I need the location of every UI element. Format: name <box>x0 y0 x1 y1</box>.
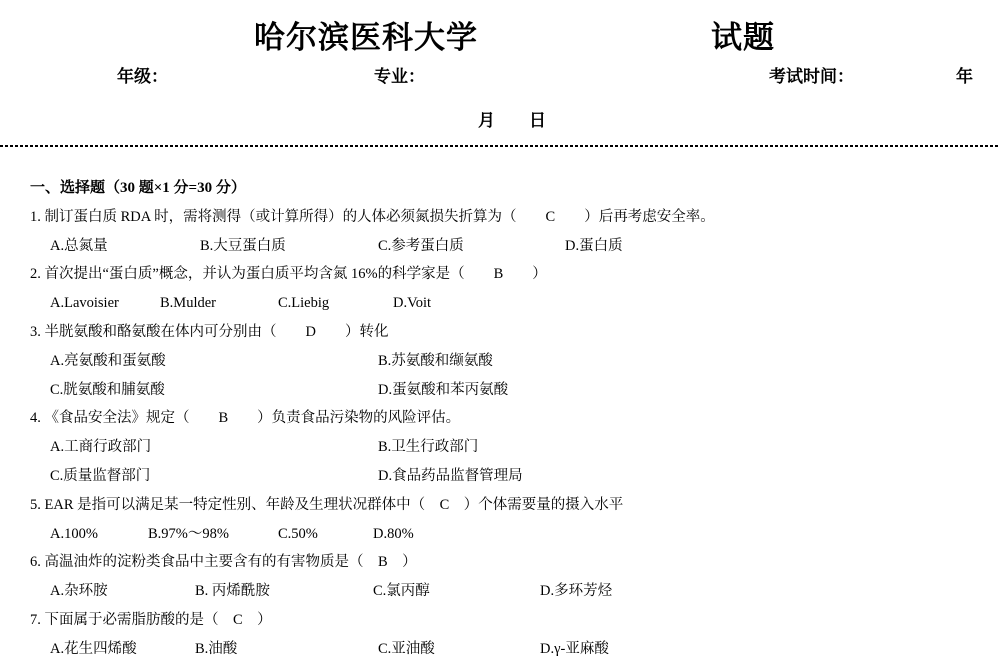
option-b: B.97%～98% <box>148 525 229 542</box>
option-a: A.工商行政部门 <box>50 439 152 456</box>
option-d: D.γ-亚麻酸 <box>540 640 609 657</box>
question-2-options <box>30 289 993 318</box>
option-b: B.苏氨酸和缬氨酸 <box>378 352 493 369</box>
question-6-text: 6. 高温油炸的淀粉类食品中主要含有的有害物质是（ B ） <box>30 554 417 571</box>
option-c: C.Liebig <box>278 295 330 312</box>
option-b: B.大豆蛋白质 <box>200 237 286 254</box>
option-a: A.花生四烯酸 <box>50 640 137 657</box>
question-5-options <box>30 520 993 549</box>
option-d: D.多环芳烃 <box>540 583 613 600</box>
option-a: A.总氮量 <box>50 237 108 254</box>
grade-label: 年级： <box>117 67 168 86</box>
question-7-text: 7. 下面属于必需脂肪酸的是（ C ） <box>30 611 272 628</box>
question-3-options-row-1 <box>30 347 993 376</box>
option-a: A.杂环胺 <box>50 583 108 600</box>
question-section <box>30 174 993 658</box>
question-6-options <box>30 577 993 606</box>
dashed-divider <box>0 145 999 147</box>
option-a: A.亮氨酸和蛋氨酸 <box>50 352 166 369</box>
question-1-text: 1. 制订蛋白质 RDA 时，需将测得（或计算所得）的人体必须氮损失折算为（ C ）后再考虑安全率。 <box>30 208 715 225</box>
option-c: C.亚油酸 <box>378 640 435 657</box>
option-c: C.氯丙醇 <box>373 583 430 600</box>
question-1-options <box>30 232 993 261</box>
exam-paper-label: 试题 <box>711 20 775 55</box>
option-d: D.80% <box>373 525 414 542</box>
university-title: 哈尔滨医科大学 <box>254 20 478 55</box>
option-c: C.胱氨酸和脯氨酸 <box>50 381 165 398</box>
option-a: A.100% <box>50 525 98 542</box>
question-2-text: 2. 首次提出“蛋白质”概念，并认为蛋白质平均含氮 16%的科学家是（ B ） <box>30 266 547 283</box>
question-3-text: 3. 半胱氨酸和酪氨酸在体内可分别由（ D ）转化 <box>30 323 389 340</box>
option-c: C.50% <box>278 525 318 542</box>
question-3-options-row-2 <box>30 376 993 405</box>
question-4-options-row-1 <box>30 433 993 462</box>
option-d: D.蛋白质 <box>565 237 623 254</box>
option-c: C.质量监督部门 <box>50 467 151 484</box>
option-b: B.油酸 <box>195 640 238 657</box>
option-b: B.卫生行政部门 <box>378 439 479 456</box>
option-b: B. 丙烯酰胺 <box>195 583 270 600</box>
option-d: D.Voit <box>393 295 432 312</box>
year-label: 年 <box>956 67 973 86</box>
question-5-text: 5. EAR 是指可以满足某一特定性别、年龄及生理状况群体中（ C ）个体需要量的摄入水平 <box>30 496 624 513</box>
option-d: D.食品药品监督管理局 <box>378 467 523 484</box>
option-b: B.Mulder <box>160 295 216 312</box>
option-c: C.参考蛋白质 <box>378 237 464 254</box>
section-title: 一、选择题（30 题×1 分=30 分） <box>30 180 246 196</box>
option-d: D.蛋氨酸和苯丙氨酸 <box>378 381 509 398</box>
question-4-text: 4. 《食品安全法》规定（ B ）负责食品污染物的风险评估。 <box>30 410 461 427</box>
major-label: 专业： <box>374 67 425 86</box>
question-4-options-row-2 <box>30 462 993 491</box>
month-day-label: 月 日 <box>478 111 546 130</box>
option-a: A.Lavoisier <box>50 295 119 312</box>
exam-time-label: 考试时间： <box>769 67 854 86</box>
question-7-options <box>30 635 993 658</box>
